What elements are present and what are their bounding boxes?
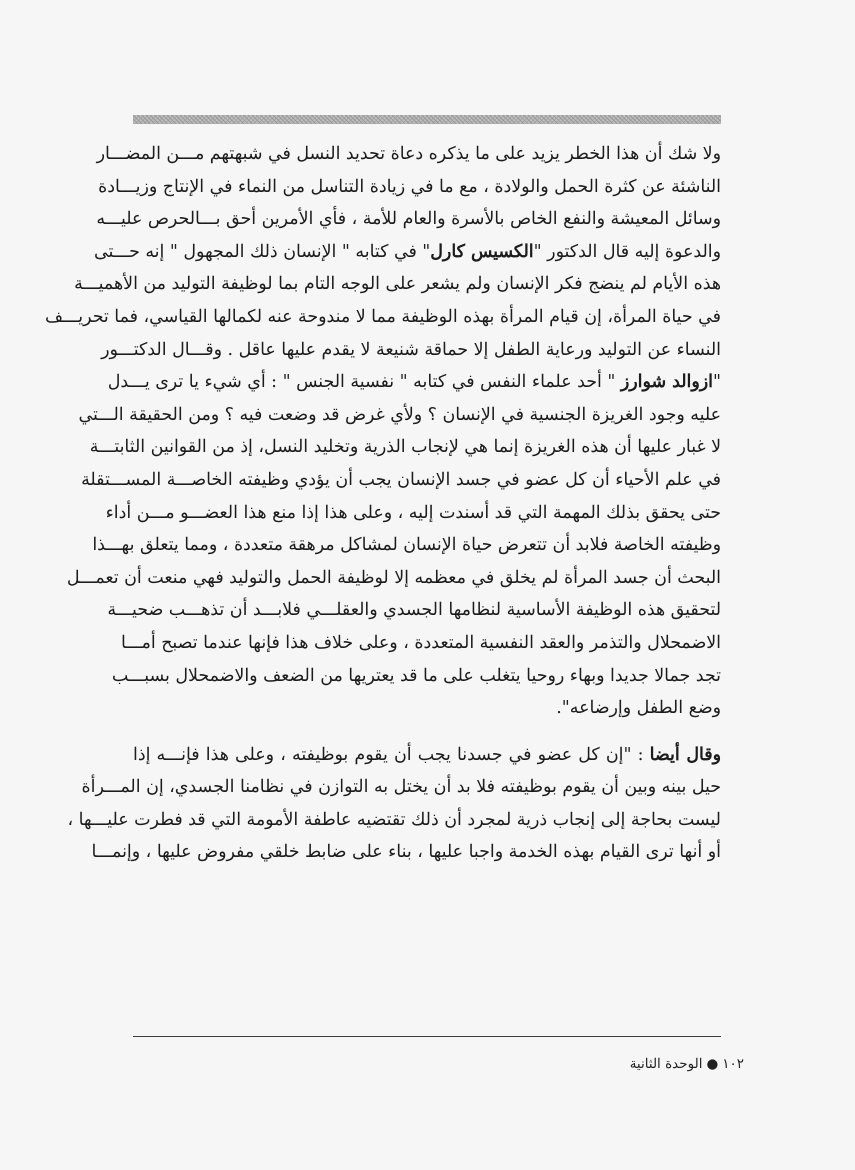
text-line — [107, 366, 721, 399]
footer-rule — [133, 1036, 721, 1037]
text-segment: والدعوة إليه قال الدكتور " — [533, 241, 721, 262]
text-segment: : "إن كل عضو في جسدنا يجب أن يقوم بوظيفته ، وعلى هذا فإنـــه إذا — [133, 744, 650, 765]
text-line: النساء عن التوليد ورعاية الطفل إلا حماقة شنيعة لا يقدم عليها عاقل . وقـــال الدكتـــور — [101, 339, 721, 360]
page-footer — [630, 1056, 744, 1072]
body-text — [44, 138, 721, 869]
text-line: الناشئة عن كثرة الحمل والولادة ، مع ما في زيادة التناسل من النماء في الإنتاج وزيـــادة — [98, 176, 721, 197]
text-line: في علم الأحياء أن كل عضو في جسد الإنسان يجب أن يؤدي وظيفته الخاصـــة المســـتقلة — [81, 469, 721, 490]
text-line: تجد جمالا جديدا وبهاء روحيا يتغلب على ما قد يعتريها من الضعف والاضمحلال بسبـــب — [111, 665, 721, 686]
footer-bullet: ● — [706, 1056, 719, 1072]
text-line: عليه وجود الغريزة الجنسية في الإنسان ؟ ولأي غرض قد وضعت فيه ؟ ومن الحقيقة الـــتي — [78, 404, 721, 425]
text-line: حيل بينه وبين أن يقوم بوظيفته فلا بد أن يختل به التوازن في نظامنا الجسدي، إن المـــرأة — [81, 777, 721, 798]
paragraph-1 — [44, 138, 721, 725]
text-line: لا غبار عليها أن هذه الغريزة إنما هي لإنجاب الذرية وتخليد النسل، إذ من القوانين الثابتـــة — [89, 437, 721, 458]
top-decorative-rule — [133, 115, 721, 124]
text-line: وضع الطفل وإرضاعه". — [556, 698, 721, 719]
text-line: الاضمحلال والتذمر والعقد النفسية المتعددة ، وعلى خلاف هذا فإنها عندما تصبح أمـــا — [120, 632, 721, 653]
emphasized-name: الكسيس كارل — [430, 241, 534, 262]
text-segment: " — [713, 372, 721, 393]
text-line — [133, 739, 721, 772]
text-line: أو أنها ترى القيام بهذه الخدمة واجبا عليها ، بناء على ضابط خلقي مفروض عليها ، وإنمـــا — [91, 842, 721, 863]
text-line: وسائل المعيشة والنفع الخاص بالأسرة والعام للأمة ، فأي الأمرين أحق بـــالحرص عليـــه — [96, 209, 721, 230]
text-line: البحث أن جسد المرأة لم يخلق في معظمه إلا لوظيفة الحمل والتوليد فهي منعت أن تعمـــل — [66, 567, 721, 588]
section-title: الوحدة الثانية — [629, 1056, 703, 1072]
emphasized-name: ازوالد شوارز — [620, 372, 713, 393]
text-line: في حياة المرأة، إن قيام المرأة بهذه الوظيفة مما لا مندوحة عنه لكمالها القياسي، فما تحريـــف — [44, 306, 721, 327]
text-line: ولا شك أن هذا الخطر يزيد على ما يذكره دعاة تحديد النسل في شبهتهم مـــن المضـــار — [96, 144, 721, 164]
paragraph-2 — [67, 739, 721, 869]
text-line: لتحقيق هذه الوظيفة الأساسية لنظامها الجسدي والعقلـــي فلابـــد أن تذهـــب ضحيـــة — [107, 600, 721, 621]
text-line: وظيفته الخاصة فلابد أن تتعرض حياة الإنسان لمشاكل مرهقة متعددة ، ومما يتعلق بهـــذا — [92, 535, 721, 556]
text-segment: " أحد علماء النفس في كتابه " نفسية الجنس " : أي شيء يا ترى يـــدل — [107, 372, 621, 393]
text-line: حتى يحقق بذلك المهمة التي قد أسندت إليه ، وعلى هذا إذا منع هذا العضـــو مـــن أداء — [105, 502, 721, 523]
text-segment: " في كتابه " الإنسان ذلك المجهول " إنه حـــتى — [94, 241, 431, 262]
text-line: هذه الأيام لم ينضج فكر الإنسان ولم يشعر على الوجه التام بما لوظيفة التوليد من الأهميـــة — [74, 274, 721, 295]
emphasized-name: وقال أيضا — [649, 744, 721, 765]
text-line — [94, 236, 721, 269]
page-number: ١٠٢ — [722, 1056, 744, 1072]
text-line: ليست بحاجة إلى إنجاب ذرية لمجرد أن ذلك تقتضيه عاطفة الأمومة التي قد فطرت عليـــها ، — [67, 809, 721, 830]
